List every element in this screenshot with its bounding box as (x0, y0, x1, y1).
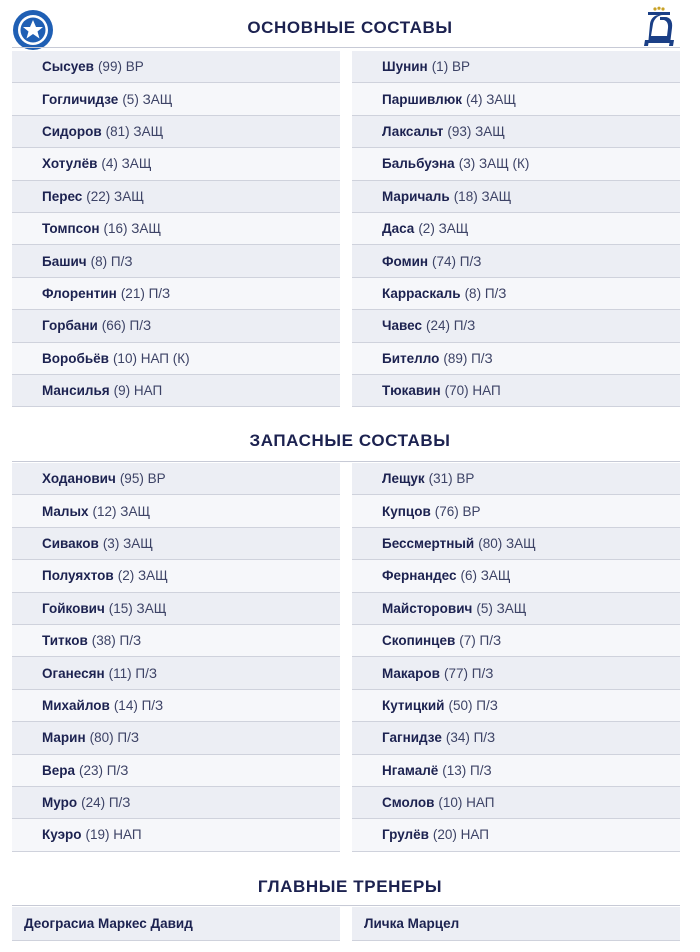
player-info: (34) П/З (445, 730, 496, 746)
player-name: Башич (42, 253, 87, 269)
list-item (12, 819, 340, 851)
list-item (12, 148, 340, 180)
list-item (352, 819, 680, 851)
player-name: Лещук (382, 471, 425, 487)
list-item (352, 343, 680, 375)
list-item (12, 593, 340, 625)
away-coach: Личка Марцел (352, 907, 680, 941)
list-item (352, 560, 680, 592)
list-item (12, 310, 340, 342)
home-coach: Деограсиа Маркес Давид (12, 907, 340, 941)
list-item (352, 593, 680, 625)
player-name: Тюкавин (382, 383, 441, 399)
player-info: (10) НАП (К) (112, 350, 190, 366)
player-info: (13) П/З (442, 762, 492, 778)
player-info: (9) НАП (113, 383, 163, 399)
list-item (352, 528, 680, 560)
starting-title: ОСНОВНЫЕ СОСТАВЫ (247, 18, 453, 37)
substitutes-header (0, 420, 700, 460)
player-name: Сидоров (42, 123, 102, 139)
subs-away-list (352, 463, 680, 852)
player-info: (15) ЗАЩ (108, 600, 167, 616)
player-info: (14) П/З (113, 697, 164, 713)
player-name: Гогличидзе (42, 91, 119, 107)
player-info: (12) ЗАЩ (92, 503, 151, 519)
list-item (352, 755, 680, 787)
list-item (352, 83, 680, 115)
player-info: (7) П/З (459, 633, 502, 649)
player-name: Шунин (382, 59, 428, 75)
player-info: (50) П/З (448, 697, 498, 713)
player-info: (77) П/З (443, 665, 494, 681)
player-name: Оганесян (42, 665, 105, 681)
player-info: (5) ЗАЩ (476, 600, 527, 616)
player-name: Маричаль (382, 188, 450, 204)
player-info: (3) ЗАЩ (К) (458, 156, 530, 172)
player-info: (38) П/З (91, 633, 142, 649)
player-name: Марин (42, 730, 86, 746)
player-name: Вера (42, 762, 76, 778)
list-item (12, 690, 340, 722)
dynamo-logo-icon (640, 6, 678, 48)
player-info: (24) П/З (425, 318, 476, 334)
list-item (12, 245, 340, 277)
starting-header (0, 0, 700, 40)
player-info: (4) ЗАЩ (466, 91, 517, 107)
player-name: Нгамалё (382, 762, 439, 778)
list-item (12, 83, 340, 115)
list-item (352, 213, 680, 245)
player-name: Куэро (42, 827, 82, 843)
player-info: (80) П/З (89, 730, 139, 746)
player-info: (6) ЗАЩ (460, 568, 511, 584)
list-item (12, 528, 340, 560)
list-item (12, 181, 340, 213)
list-item (12, 722, 340, 754)
starting-away-list (352, 51, 680, 407)
player-name: Бессмертный (382, 535, 475, 551)
coaches-title: ГЛАВНЫЕ ТРЕНЕРЫ (257, 877, 443, 896)
player-name: Хотулёв (42, 156, 98, 172)
list-item (352, 625, 680, 657)
player-name: Макаров (382, 665, 440, 681)
list-item (352, 375, 680, 407)
player-info: (1) ВР (431, 59, 470, 75)
player-info: (76) ВР (434, 503, 481, 519)
player-info: (23) П/З (79, 762, 129, 778)
player-info: (5) ЗАЩ (122, 91, 173, 107)
player-name: Купцов (382, 503, 431, 519)
list-item (352, 245, 680, 277)
player-info: (31) ВР (428, 471, 475, 487)
player-name: Михайлов (42, 697, 110, 713)
list-item (12, 657, 340, 689)
player-name: Горбани (42, 318, 98, 334)
player-info: (70) НАП (444, 383, 501, 399)
list-item (12, 116, 340, 148)
player-name: Томпсон (42, 221, 100, 237)
player-info: (20) НАП (432, 827, 489, 843)
list-item (352, 310, 680, 342)
player-name: Фомин (382, 253, 429, 269)
player-name: Скопинцев (382, 633, 456, 649)
player-info: (95) ВР (119, 471, 166, 487)
list-item (12, 463, 340, 495)
list-item (352, 278, 680, 310)
player-name: Грулёв (382, 827, 429, 843)
player-info: (2) ЗАЩ (418, 221, 469, 237)
list-item (352, 148, 680, 180)
list-item (352, 787, 680, 819)
player-info: (80) ЗАЩ (478, 535, 536, 551)
list-item (12, 495, 340, 527)
player-info: (81) ЗАЩ (105, 123, 164, 139)
player-info: (93) ЗАЩ (447, 123, 505, 139)
list-item (12, 213, 340, 245)
player-info: (4) ЗАЩ (101, 156, 152, 172)
list-item (12, 375, 340, 407)
player-info: (2) ЗАЩ (117, 568, 168, 584)
player-name: Перес (42, 188, 83, 204)
player-info: (8) П/З (90, 253, 133, 269)
coaches-header (0, 866, 700, 906)
player-name: Бальбуэна (382, 156, 455, 172)
player-info: (22) ЗАЩ (86, 188, 144, 204)
list-item (12, 755, 340, 787)
player-name: Малых (42, 503, 89, 519)
player-name: Полуяхтов (42, 568, 114, 584)
player-info: (18) ЗАЩ (453, 188, 512, 204)
list-item (352, 690, 680, 722)
player-name: Муро (42, 795, 78, 811)
player-info: (11) П/З (108, 665, 158, 681)
player-name: Смолов (382, 795, 435, 811)
list-item (352, 657, 680, 689)
player-name: Гагнидзе (382, 730, 442, 746)
header-divider (12, 905, 680, 906)
player-name: Воробьёв (42, 350, 109, 366)
list-item (12, 51, 340, 83)
player-info: (24) П/З (81, 795, 131, 811)
player-info: (66) П/З (101, 318, 152, 334)
player-info: (74) П/З (432, 253, 482, 269)
list-item (12, 343, 340, 375)
list-item (12, 560, 340, 592)
player-name: Сысуев (42, 59, 94, 75)
list-item (352, 181, 680, 213)
player-name: Гойкович (42, 600, 105, 616)
player-name: Лаксальт (382, 123, 444, 139)
player-info: (10) НАП (438, 795, 495, 811)
list-item (12, 278, 340, 310)
substitutes-title: ЗАПАСНЫЕ СОСТАВЫ (249, 431, 451, 450)
list-item (352, 495, 680, 527)
player-name: Кутицкий (382, 697, 445, 713)
player-name: Бителло (382, 350, 440, 366)
list-item (352, 51, 680, 83)
header-divider (12, 47, 680, 48)
player-info: (3) ЗАЩ (102, 535, 153, 551)
player-info: (21) П/З (120, 285, 171, 301)
player-name: Фернандес (382, 568, 457, 584)
player-info: (8) П/З (464, 285, 507, 301)
player-info: (16) ЗАЩ (103, 221, 162, 237)
player-name: Карраскаль (382, 285, 461, 301)
header-divider (12, 461, 680, 462)
player-name: Ходанович (42, 471, 116, 487)
player-info: (99) ВР (97, 59, 144, 75)
player-name: Сиваков (42, 535, 99, 551)
player-name: Даса (382, 221, 415, 237)
list-item (352, 116, 680, 148)
starting-home-list (12, 51, 340, 407)
player-name: Флорентин (42, 285, 117, 301)
player-info: (19) НАП (85, 827, 142, 843)
list-item (352, 463, 680, 495)
player-name: Паршивлюк (382, 91, 462, 107)
player-name: Мансилья (42, 383, 110, 399)
list-item (352, 722, 680, 754)
player-name: Чавес (382, 318, 422, 334)
subs-home-list (12, 463, 340, 852)
player-name: Майсторович (382, 600, 473, 616)
player-info: (89) П/З (443, 350, 493, 366)
list-item (12, 625, 340, 657)
list-item (12, 787, 340, 819)
player-name: Титков (42, 633, 88, 649)
